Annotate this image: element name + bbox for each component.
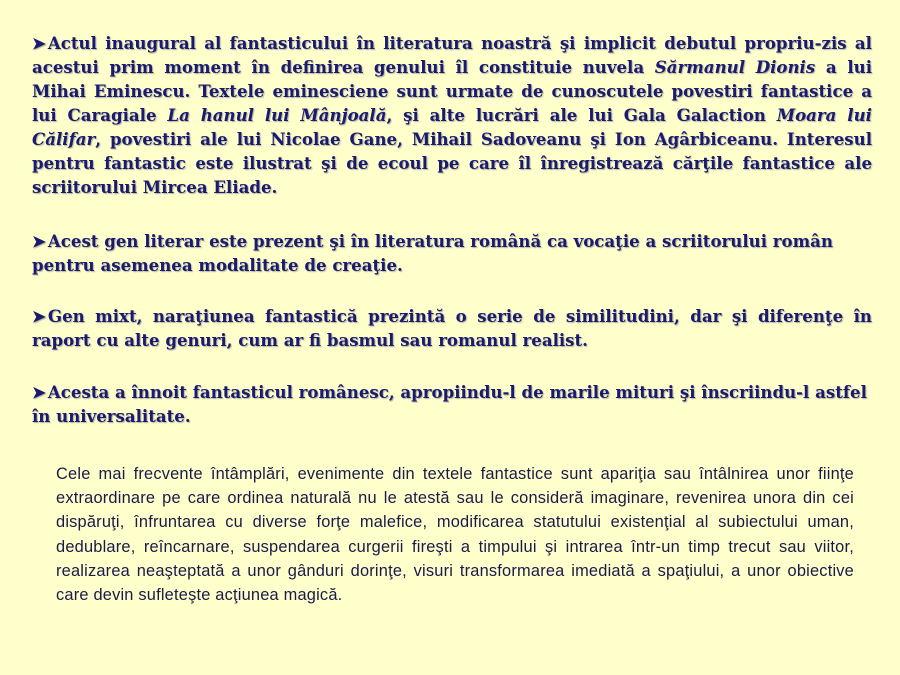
- note-paragraph: Cele mai frecvente întâmplări, evenimente din textele fantastice sunt apariţia sau întâlnirea unor fiinţe extraordinare pe care ordinea naturală nu le atestă sau le consideră imaginare, revenirea unora din cei dispăruţi, înfruntarea cu diverse forţe malefice, modificarea statutului existenţial al subiectului uman, dedublare, reîncarnare, suspendarea curgerii fireşti a timpului şi intrarea într-un timp trecut sau viitor, realizarea neaşteptată a unor gânduri dorinţe, visuri transformarea imediată a spaţiului, a unor obiective care devin sufleteşte acţiunea magică.: [56, 465, 854, 605]
- arrow-bullet-icon: ➤: [32, 382, 46, 402]
- bullet-paragraph-2: [32, 229, 862, 277]
- bullet-1-title-moara: Moara lui Călifar: [32, 105, 872, 149]
- bullet-2-text: Acest gen literar este prezent şi în literatura română ca vocaţie a scriitorului român pentru asemenea modalitate de creaţie.: [32, 231, 833, 275]
- bullet-4-text: Acesta a înnoit fantasticul românesc, apropiindu-l de marile mituri şi înscriindu-l astfel în universalitate.: [32, 382, 867, 426]
- bullet-paragraph-3: [32, 304, 872, 352]
- bullet-1-text-2: a lui Mihai Eminescu. Textele eminesciene sunt urmate de cunoscutele povestiri fantastice a lui Caragiale: [32, 57, 872, 125]
- bullet-1-text-3: , şi alte lucrări ale lui Gala Galaction: [386, 105, 777, 125]
- bullet-1-text-4: , povestiri ale lui Nicolae Gane, Mihail Sadoveanu şi Ion Agârbiceanu. Interesul pentru fantastic este ilustrat şi de ecoul pe care îl înregistrează cărţile fantastice ale scriitorului Mircea Eliade.: [32, 129, 872, 197]
- bullet-1-title-sarmanul-dionis: Sărmanul Dionis: [654, 57, 816, 77]
- bullet-1-text-1: Actul inaugural al fantasticului în literatura noastră şi implicit debutul propriu-zis al acestui prim moment în definirea genului îl constituie nuvela: [32, 33, 872, 77]
- bullet-paragraph-4: [32, 380, 872, 428]
- bullet-paragraph-1: [32, 31, 872, 199]
- bullet-3-text: Gen mixt, naraţiunea fantastică prezintă o serie de similitudini, dar şi diferenţe în raport cu alte genuri, cum ar fi basmul sau romanul realist.: [32, 306, 872, 350]
- arrow-bullet-icon: ➤: [32, 231, 46, 251]
- bullet-1-title-hanul: La hanul lui Mânjoală: [167, 105, 387, 125]
- arrow-bullet-icon: ➤: [32, 306, 46, 326]
- arrow-bullet-icon: ➤: [32, 33, 46, 53]
